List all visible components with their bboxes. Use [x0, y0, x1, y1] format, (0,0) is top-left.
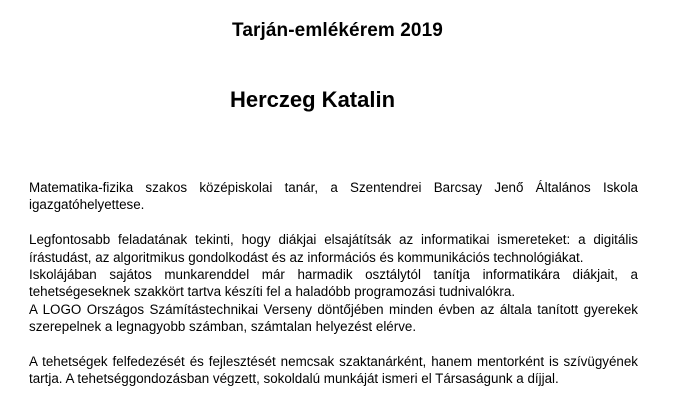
paragraph-goals: Legfontosabb feladatának tekinti, hogy diákjai elsajátítsák az informatikai ismereteket: a digitális írástudást, az algoritmikus gondolkodást és az információs és kommunikációs technológiákat. [29, 232, 638, 265]
paragraph-award-reason: A tehetségek felfedezését és fejlesztését nemcsak szaktanárként, hanem mentorként is szívügyének tartja. A tehetséggondozásban végzett, sokoldalú munkáját ismeri el Társaságunk a díjjal. [29, 354, 638, 387]
awardee-name: Herczeg Katalin [229, 87, 396, 112]
paragraph-spacer [29, 336, 638, 353]
document-body [29, 179, 638, 388]
paragraph-position: Matematika-fizika szakos középiskolai tanár, a Szentendrei Barcsay Jenő Általános Iskola igazgatóhelyettese. [29, 180, 638, 213]
award-title: Tarján-emlékérem 2019 [232, 20, 443, 41]
paragraph-spacer [29, 214, 638, 231]
paragraph-teaching: Iskolájában sajátos munkarenddel már harmadik osztálytól tanítja informatikára diákjait, a tehetségeseknek szakkört tartva készíti fel a haladóbb programozási tudnivalókra. [29, 267, 638, 300]
paragraph-competition: A LOGO Országos Számítástechnikai Verseny döntőjében minden évben az általa tanított gyerekek szerepelnek a legnagyobb számban, számtalan helyezést elérve. [29, 301, 638, 335]
